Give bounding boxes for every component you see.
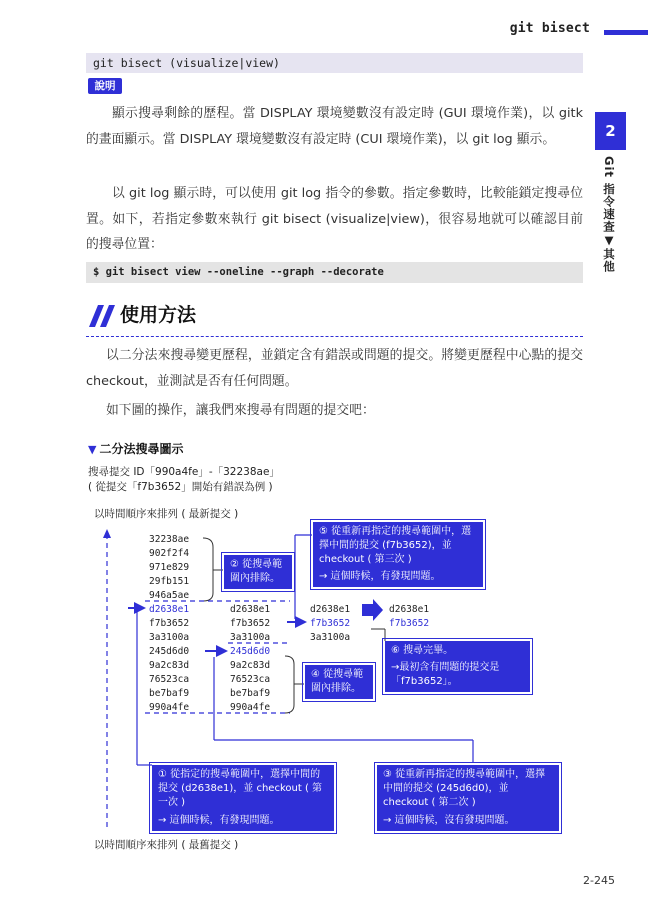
commit-column-1 bbox=[149, 533, 189, 715]
note-badge: 說明 bbox=[88, 78, 122, 94]
step3-text: ③ 從重新再指定的搜尋範圍中，選擇中間的提交 (245d6d0)，並 checkout ( 第二次 ) bbox=[383, 769, 546, 808]
triangle-down-icon: ▼ bbox=[88, 443, 97, 456]
commit-column-2 bbox=[230, 603, 270, 715]
commit-id: 3a3100a bbox=[230, 632, 271, 643]
commit-id: d2638e1 bbox=[230, 604, 271, 615]
figure-intro-line2: ( 從提交「f7b3652」開始有錯誤為例 ) bbox=[88, 481, 273, 493]
paragraph-log-options: 以 git log 顯示時，可以使用 git log 指令的參數。指定參數時，比較能鎖定搜尋位置。如下，若指定參數來執行 git bisect (visualize|view)，很容易地就可以確認目前的搜尋位置： bbox=[86, 186, 583, 252]
commit-id: f7b3652 bbox=[230, 618, 271, 629]
commit-id-highlight: f7b3652 bbox=[310, 618, 351, 629]
command-example: $ git bisect view --oneline --graph --decorate bbox=[86, 262, 583, 283]
header-title: git bisect bbox=[509, 21, 590, 36]
commit-id: f7b3652 bbox=[149, 618, 190, 629]
commit-id-highlight: 245d6d0 bbox=[230, 646, 271, 657]
commit-id: 32238ae bbox=[149, 534, 190, 545]
figure-caption-text: 二分法搜尋圖示 bbox=[99, 442, 184, 456]
commit-id: d2638e1 bbox=[310, 604, 351, 615]
page-number: 2-245 bbox=[583, 874, 615, 887]
commit-id: be7baf9 bbox=[149, 688, 190, 699]
step1-result: → 這個時候，有發現問題。 bbox=[158, 815, 280, 826]
step5-result: → 這個時候，有發現問題。 bbox=[319, 571, 441, 582]
figure-intro-line1: 搜尋提交 ID「990a4fe」-「32238ae」 bbox=[88, 466, 280, 478]
commit-column-3 bbox=[310, 603, 350, 645]
paragraph-description: 顯示搜尋剩餘的歷程。當 DISPLAY 環境變數沒有設定時 (GUI 環境作業)，以 gitk 的畫面顯示。當 DISPLAY 環境變數沒有設定時 (CUI 環境作業)，以 git log 顯示。 bbox=[86, 106, 583, 147]
syntax-box: git bisect (visualize|view) bbox=[86, 53, 583, 73]
step4-box: ④ 從搜尋範圍內排除。 bbox=[305, 665, 373, 699]
commit-id: 9a2c83d bbox=[149, 660, 190, 671]
figure-bottom-label: 以時間順序來排列 ( 最舊提交 ) bbox=[94, 839, 239, 851]
step5-text: ⑤ 從重新再指定的搜尋範圍中，選擇中間的提交 (f7b3652)，並 checkout ( 第三次 ) bbox=[319, 526, 472, 565]
step5-box bbox=[313, 522, 483, 587]
commit-id: 990a4fe bbox=[230, 702, 271, 713]
chapter-number-tab: 2 bbox=[595, 112, 626, 150]
step2-box: ② 從搜尋範圍內排除。 bbox=[224, 555, 292, 589]
commit-id: 76523ca bbox=[230, 674, 271, 685]
commit-id: be7baf9 bbox=[230, 688, 271, 699]
commit-id: 3a3100a bbox=[310, 632, 351, 643]
commit-column-4 bbox=[389, 603, 429, 631]
step6-result: →最初含有問題的提交是「f7b3652」。 bbox=[391, 662, 500, 687]
paragraph-usage: 以二分法來搜尋變更歷程，並鎖定含有錯誤或問題的提交。將變更歷程中心點的提交 checkout，並測試是否有任何問題。 bbox=[86, 348, 583, 389]
commit-id: 9a2c83d bbox=[230, 660, 271, 671]
section-title: 使用方法 bbox=[120, 304, 197, 326]
chapter-side-label: Git 指令速查▼其他 bbox=[602, 156, 616, 273]
step6-box bbox=[385, 641, 530, 692]
step6-text: ⑥ 搜尋完畢。 bbox=[391, 645, 454, 656]
commit-id: 902f2f4 bbox=[149, 548, 190, 559]
commit-id: 3a3100a bbox=[149, 632, 190, 643]
step1-box bbox=[152, 765, 334, 831]
step3-box bbox=[377, 765, 559, 831]
figure-top-label: 以時間順序來排列 ( 最新提交 ) bbox=[94, 508, 239, 520]
commit-id: 971e829 bbox=[149, 562, 190, 573]
step3-result: → 這個時候，沒有發現問題。 bbox=[383, 815, 515, 826]
commit-id: 76523ca bbox=[149, 674, 190, 685]
commit-id: 946a5ae bbox=[149, 590, 190, 601]
commit-id-highlight: f7b3652 bbox=[389, 618, 430, 629]
commit-id: 245d6d0 bbox=[149, 646, 190, 657]
paragraph-intro-figure: 如下圖的操作，讓我們來搜尋有問題的提交吧： bbox=[106, 403, 375, 418]
commit-id: 990a4fe bbox=[149, 702, 190, 713]
commit-id-highlight: d2638e1 bbox=[149, 604, 190, 615]
step1-text: ① 從指定的搜尋範圍中，選擇中間的提交 (d2638e1)，並 checkout ( 第一次 ) bbox=[158, 769, 323, 808]
commit-id: d2638e1 bbox=[389, 604, 430, 615]
commit-id: 29fb151 bbox=[149, 576, 190, 587]
